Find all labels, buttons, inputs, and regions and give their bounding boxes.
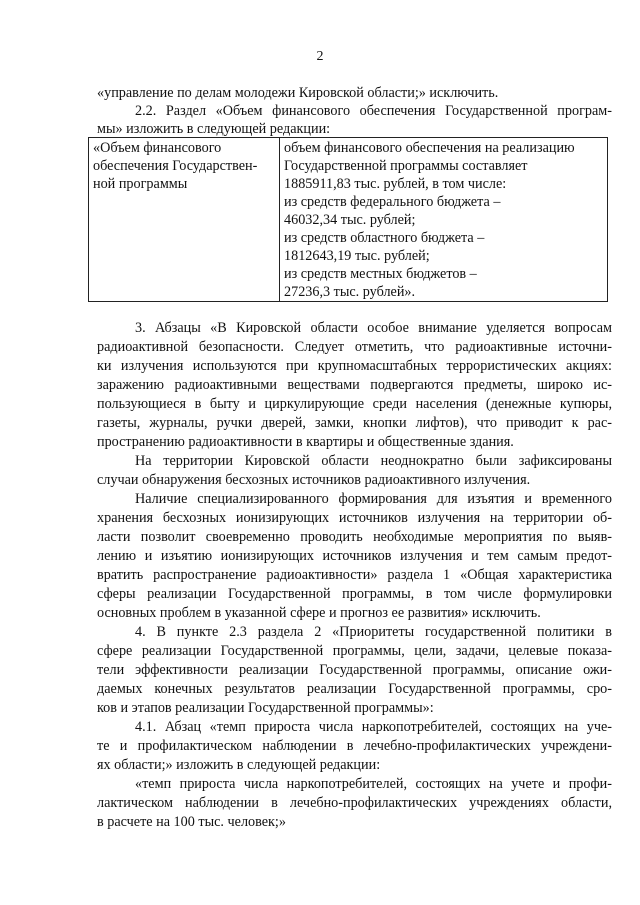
text-line: вратить распространение радиоактивности» раздела 1 «Общая характеристика xyxy=(97,567,612,583)
cell-line: Государственной программы составляет xyxy=(284,158,528,174)
text-line: 3. Абзацы «В Кировской области особое внимание уделяется вопросам xyxy=(135,320,612,336)
table-row xyxy=(89,138,608,302)
text-line: 2.2. Раздел «Объем финансового обеспечения Государственной програм- xyxy=(135,103,612,119)
cell-line: из средств областного бюджета – xyxy=(284,230,485,246)
text-line: лению и изъятию ионизирующих источников излучения и тем самым предот- xyxy=(97,548,612,564)
text-line: 4. В пункте 2.3 раздела 2 «Приоритеты государственной политики в xyxy=(135,624,612,640)
cell-line: объем финансового обеспечения на реализацию xyxy=(284,140,575,156)
text-line: те и профилактическом наблюдении в лечебно-профилактических учреждени- xyxy=(97,738,612,754)
cell-line: 27236,3 тыс. рублей». xyxy=(284,284,416,300)
page-number: 2 xyxy=(316,49,324,64)
text-line: «управление по делам молодежи Кировской области;» исключить. xyxy=(97,85,499,101)
cell-line: обеспечения Государствен- xyxy=(93,158,258,174)
text-line: лактическом наблюдении в лечебно-профилактических учреждениях области, xyxy=(97,795,612,811)
text-line: сфере реализации Государственной программы, цели, задачи, целевые показа- xyxy=(97,643,612,659)
cell-line: из средств местных бюджетов – xyxy=(284,266,477,282)
table-cell-value xyxy=(280,138,608,302)
text-line: тели эффективности реализации Государственной программы, описание ожи- xyxy=(97,662,612,678)
text-line: ков и этапов реализации Государственной программы»: xyxy=(97,700,434,716)
cell-line: «Объем финансового xyxy=(93,140,222,156)
text-line: радиоактивной безопасности. Следует отметить, что радиоактивные источни- xyxy=(97,339,612,355)
text-line: «темп прироста числа наркопотребителей, состоящих на учете и профи- xyxy=(135,776,612,792)
text-line: ласти позволит своевременно проводить необходимые мероприятия по выяв- xyxy=(97,529,612,545)
text-line: Наличие специализированного формирования для изъятия и временного xyxy=(135,491,612,507)
text-line: заражению радиоактивными веществами подвергаются предметы, широко ис- xyxy=(97,377,612,393)
text-line: случаи обнаружения бесхозных источников радиоактивного излучения. xyxy=(97,472,531,488)
cell-line: 1812643,19 тыс. рублей; xyxy=(284,248,430,264)
text-line: На территории Кировской области неоднократно были зафиксированы xyxy=(135,453,612,469)
text-line: мы» изложить в следующей редакции: xyxy=(97,121,331,137)
text-line: в расчете на 100 тыс. человек;» xyxy=(97,814,286,830)
text-line: 4.1. Абзац «темп прироста числа наркопотребителей, состоящих на уче- xyxy=(135,719,612,735)
financing-table xyxy=(88,137,608,302)
table-cell-label xyxy=(89,138,280,302)
text-line: даемых конечных результатов реализации Государственной программы, сро- xyxy=(97,681,612,697)
cell-line: ной программы xyxy=(93,176,188,192)
text-line: основных проблем в указанной сфере и прогноз ее развития» исключить. xyxy=(97,605,541,621)
cell-line: из средств федерального бюджета – xyxy=(284,194,501,210)
text-line: пользующиеся в быту и циркулирующие среди населения (денежные купюры, xyxy=(97,396,612,412)
cell-line: 46032,34 тыс. рублей; xyxy=(284,212,416,228)
text-line: сферы реализации Государственной программы, в том числе формулировки xyxy=(97,586,612,602)
text-line: ки излучения используются при крупномасштабных террористических акциях: xyxy=(97,358,612,374)
text-line: ях области;» изложить в следующей редакции: xyxy=(97,757,381,773)
text-line: газеты, журналы, ручки дверей, замки, кнопки лифтов), что приводит к рас- xyxy=(97,415,612,431)
text-line: пространению радиоактивности в квартиры и общественные здания. xyxy=(97,434,514,450)
cell-line: 1885911,83 тыс. рублей, в том числе: xyxy=(284,176,507,192)
text-line: хранения бесхозных ионизирующих источников излучения на территории об- xyxy=(97,510,612,526)
